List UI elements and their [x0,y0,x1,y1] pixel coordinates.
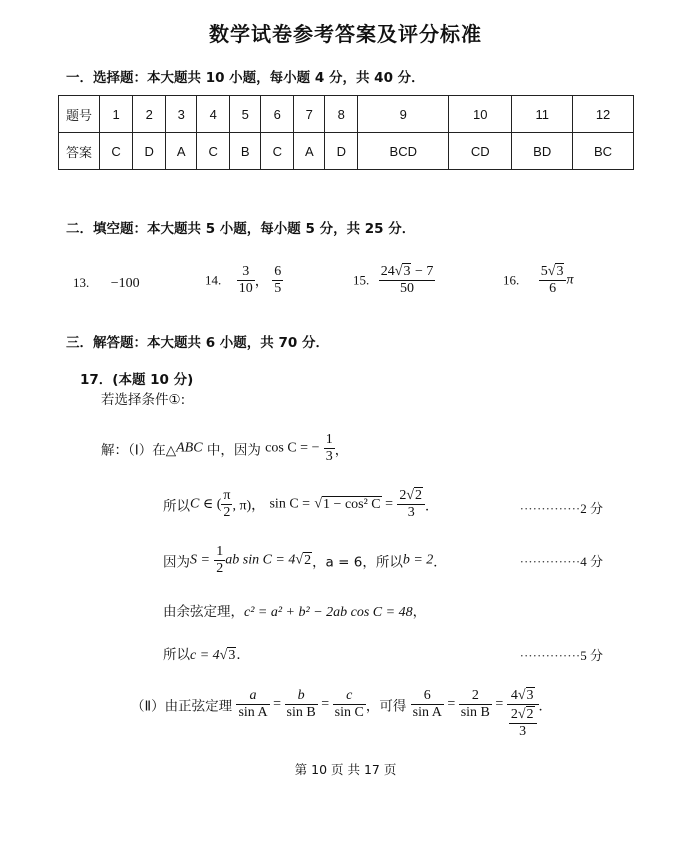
l6-g3d-radicand: 2 [526,707,534,723]
table-cell: BD [512,133,573,170]
l2-eq: = [381,496,394,512]
l6-g3d-coef: 2 [510,707,518,723]
score-2: 4 分 [580,554,603,569]
l6-f1d: sin A [238,705,268,721]
q16-num-radicand: 3 [556,264,564,279]
l2-c: C [190,496,200,512]
l6-frac-g2 [459,688,492,721]
l6-g3n-coef: 4 [510,688,518,703]
l1-triangle: ABC [176,440,203,456]
l2-num-radicand: 2 [415,488,423,503]
l6-f2d: sin B [286,705,316,721]
q16-fraction [539,264,567,297]
l2-close: , π)， [232,498,266,514]
l5-end: ． [236,647,250,663]
table-cell: 4 [197,96,230,133]
l6-frac-b [285,688,318,721]
table-cell: 9 [358,96,449,133]
l6-end: ． [538,698,552,715]
l2-end: ． [425,498,439,515]
table-cell: 5 [230,96,261,133]
table-header-cell: 题号 [59,96,100,133]
l6-frac-a [236,688,269,721]
l1-den: 3 [325,449,333,465]
q14-fraction-1 [237,264,255,297]
l2-sin: sin C = [269,496,311,512]
l6-g1d: sin A [412,705,442,721]
l4-expr: c² = a² + b² − 2ab cos C = 48 [244,605,413,620]
table-cell: BC [573,133,634,170]
l6-f2n: b [285,688,318,705]
l3-num: 1 [214,544,225,561]
q17-condition: 若选择条件①: [101,392,186,408]
table-cell: C [100,133,133,170]
l6-frac-g1 [411,688,444,721]
score-marker-2: ··············4 分 [519,554,603,569]
q15-num-tail: − 7 [411,264,434,279]
l5-prefix: 所以 [163,647,190,663]
l6-f1n: a [236,688,269,705]
l3-b: b = 2 [402,552,434,568]
solution-line-6: （Ⅱ）由正弦定理 $\frac{a}{\text{sin A}}$ = $\frac{b}{\text{sin B}}$ = $\frac{c}{\text{sin C}}$ ，可得 $\frac{6}{\text{sin A}}$ = $\frac{2}{\text{sin B}}$ = $\frac{4√3}{\frac{2√2}{3}}$ ． [131,688,552,740]
q13-item [73,275,140,292]
q16-numerator: 5√3 [539,264,567,281]
l1-fraction [324,432,335,465]
section-1-heading: 一．选择题：本大题共 10 小题，每小题 4 分，共 40 分． [66,70,425,86]
l2-num-coef: 2 [399,488,407,503]
l6-f3n: c [333,688,366,705]
l6-g2n: 2 [459,688,492,705]
section-3-heading: 三．解答题：本大题共 6 小题，共 70 分． [66,335,329,351]
table-cell: 10 [449,96,512,133]
l3-fraction [214,544,225,577]
q15-denominator: 50 [400,281,415,297]
l3-prefix: 因为 [163,554,190,571]
l2-prefix: 所以 [163,498,190,515]
page-footer: 第 10 页 共 17 页 [294,762,397,777]
l6-g1n: 6 [411,688,444,705]
table-cell: A [294,133,325,170]
l5-radicand: 3 [228,648,236,663]
l2-pi-den: 2 [223,505,231,521]
l1-expr: cos C = − [265,440,320,456]
solution-line-1 [101,432,348,465]
l6-f3d: sin C [334,705,364,721]
q15-item [353,264,435,297]
score-3: 5 分 [580,648,603,663]
q14-den-2: 5 [274,281,282,297]
l3-a: ，a = 6，所以 [312,554,403,571]
l2-in: ∈ ( [199,497,222,513]
q14-den-1: 10 [238,281,253,297]
q15-label: 15. [353,272,370,288]
solution-line-2: 所以C ∈ ( $\frac{\pi}{2}$ , π)， sin C = √1 − cos² C = $\frac{2√2}{3}$ ． [163,488,439,521]
q13-label: 13. [73,275,90,290]
table-cell: 8 [325,96,358,133]
q14-fraction-2 [272,264,283,297]
table-cell: C [261,133,294,170]
q16-label: 16. [503,272,520,288]
q16-denominator: 6 [549,281,557,297]
l6-g3n-radicand: 3 [526,688,534,703]
l6-g2d: sin B [460,705,490,721]
table-cell: BCD [358,133,449,170]
table-cell: 11 [512,96,573,133]
table-cell: D [133,133,166,170]
l1-num: 1 [324,432,335,449]
section-2-heading: 二．填空题：本大题共 5 小题，每小题 5 分，共 25 分． [66,221,416,237]
q14-item: 14. $\frac{3}{10}$ ， $\frac{6}{5}$ [205,264,282,297]
table-cell: C [197,133,230,170]
table-cell: A [166,133,197,170]
table-cell: B [230,133,261,170]
l6-prefix: （Ⅱ）由正弦定理 [131,698,233,715]
l1-prefix: 解：（Ⅰ）在△ [101,442,177,459]
table-cell: 1 [100,96,133,133]
l2-radicand: 1 − cos² C [323,496,381,512]
l1-end: ， [334,442,349,459]
l5-expr: c = 4 [190,648,220,663]
table-cell: CD [449,133,512,170]
l6-frac-c [333,688,366,721]
table-cell: 2 [133,96,166,133]
q15-fraction [379,264,436,297]
q13-answer: −100 [110,276,140,291]
table-cell: 12 [573,96,634,133]
l6-g3d-den: 3 [519,724,527,740]
score-1: 2 分 [580,501,603,516]
table-header-cell: 答案 [59,133,100,170]
l2-fraction: $\frac{2√2}{3}$ [397,488,425,521]
table-cell: 6 [261,96,294,133]
l3-s: S = [190,552,210,568]
q14-num-2: 6 [272,264,283,281]
q16-pi: π [566,272,574,288]
l2-pi-num: π [221,488,232,505]
l3-den: 2 [216,561,224,577]
l3-end: ． [433,554,447,571]
l4-prefix: 由余弦定理， [163,604,244,620]
l6-mid: ，可得 [365,698,407,715]
q15-num-coef: 24 [380,264,395,279]
solution-line-5: 所以c = 4√3． [163,647,250,663]
answer-table [58,95,634,170]
table-row-numbers [59,96,634,133]
l4-end: ， [412,604,427,620]
q15-num-radicand: 3 [403,264,411,279]
page-title: 数学试卷参考答案及评分标准 [209,22,482,46]
q14-label: 14. [205,272,222,288]
q16-item [503,264,573,297]
l2-pi-fraction [221,488,232,521]
q14-num-1: 3 [237,264,255,281]
l3-expr: ab sin C = 4 [225,552,296,568]
q17-heading: 17．(本题 10 分) [80,372,194,388]
l3-radicand: 2 [304,552,312,568]
table-cell: 3 [166,96,197,133]
score-marker-1: ··············2 分 [519,501,603,516]
score-marker-3: ··············5 分 [519,648,603,663]
l1-mid: 中，因为 [202,442,261,459]
solution-line-3: 因为S = $\frac{1}{2}$ ab sin C = 4√2，a = 6，所以b = 2． [163,544,447,577]
table-cell: D [325,133,358,170]
table-row-answers [59,133,634,170]
solution-line-4 [163,600,426,621]
l2-den: 3 [407,505,415,521]
l6-frac-g3: $\frac{4√3}{\frac{2√2}{3}}$ [507,688,539,740]
q15-numerator: 24√3 − 7 [379,264,436,281]
q16-num-coef: 5 [540,264,548,279]
table-cell: 7 [294,96,325,133]
